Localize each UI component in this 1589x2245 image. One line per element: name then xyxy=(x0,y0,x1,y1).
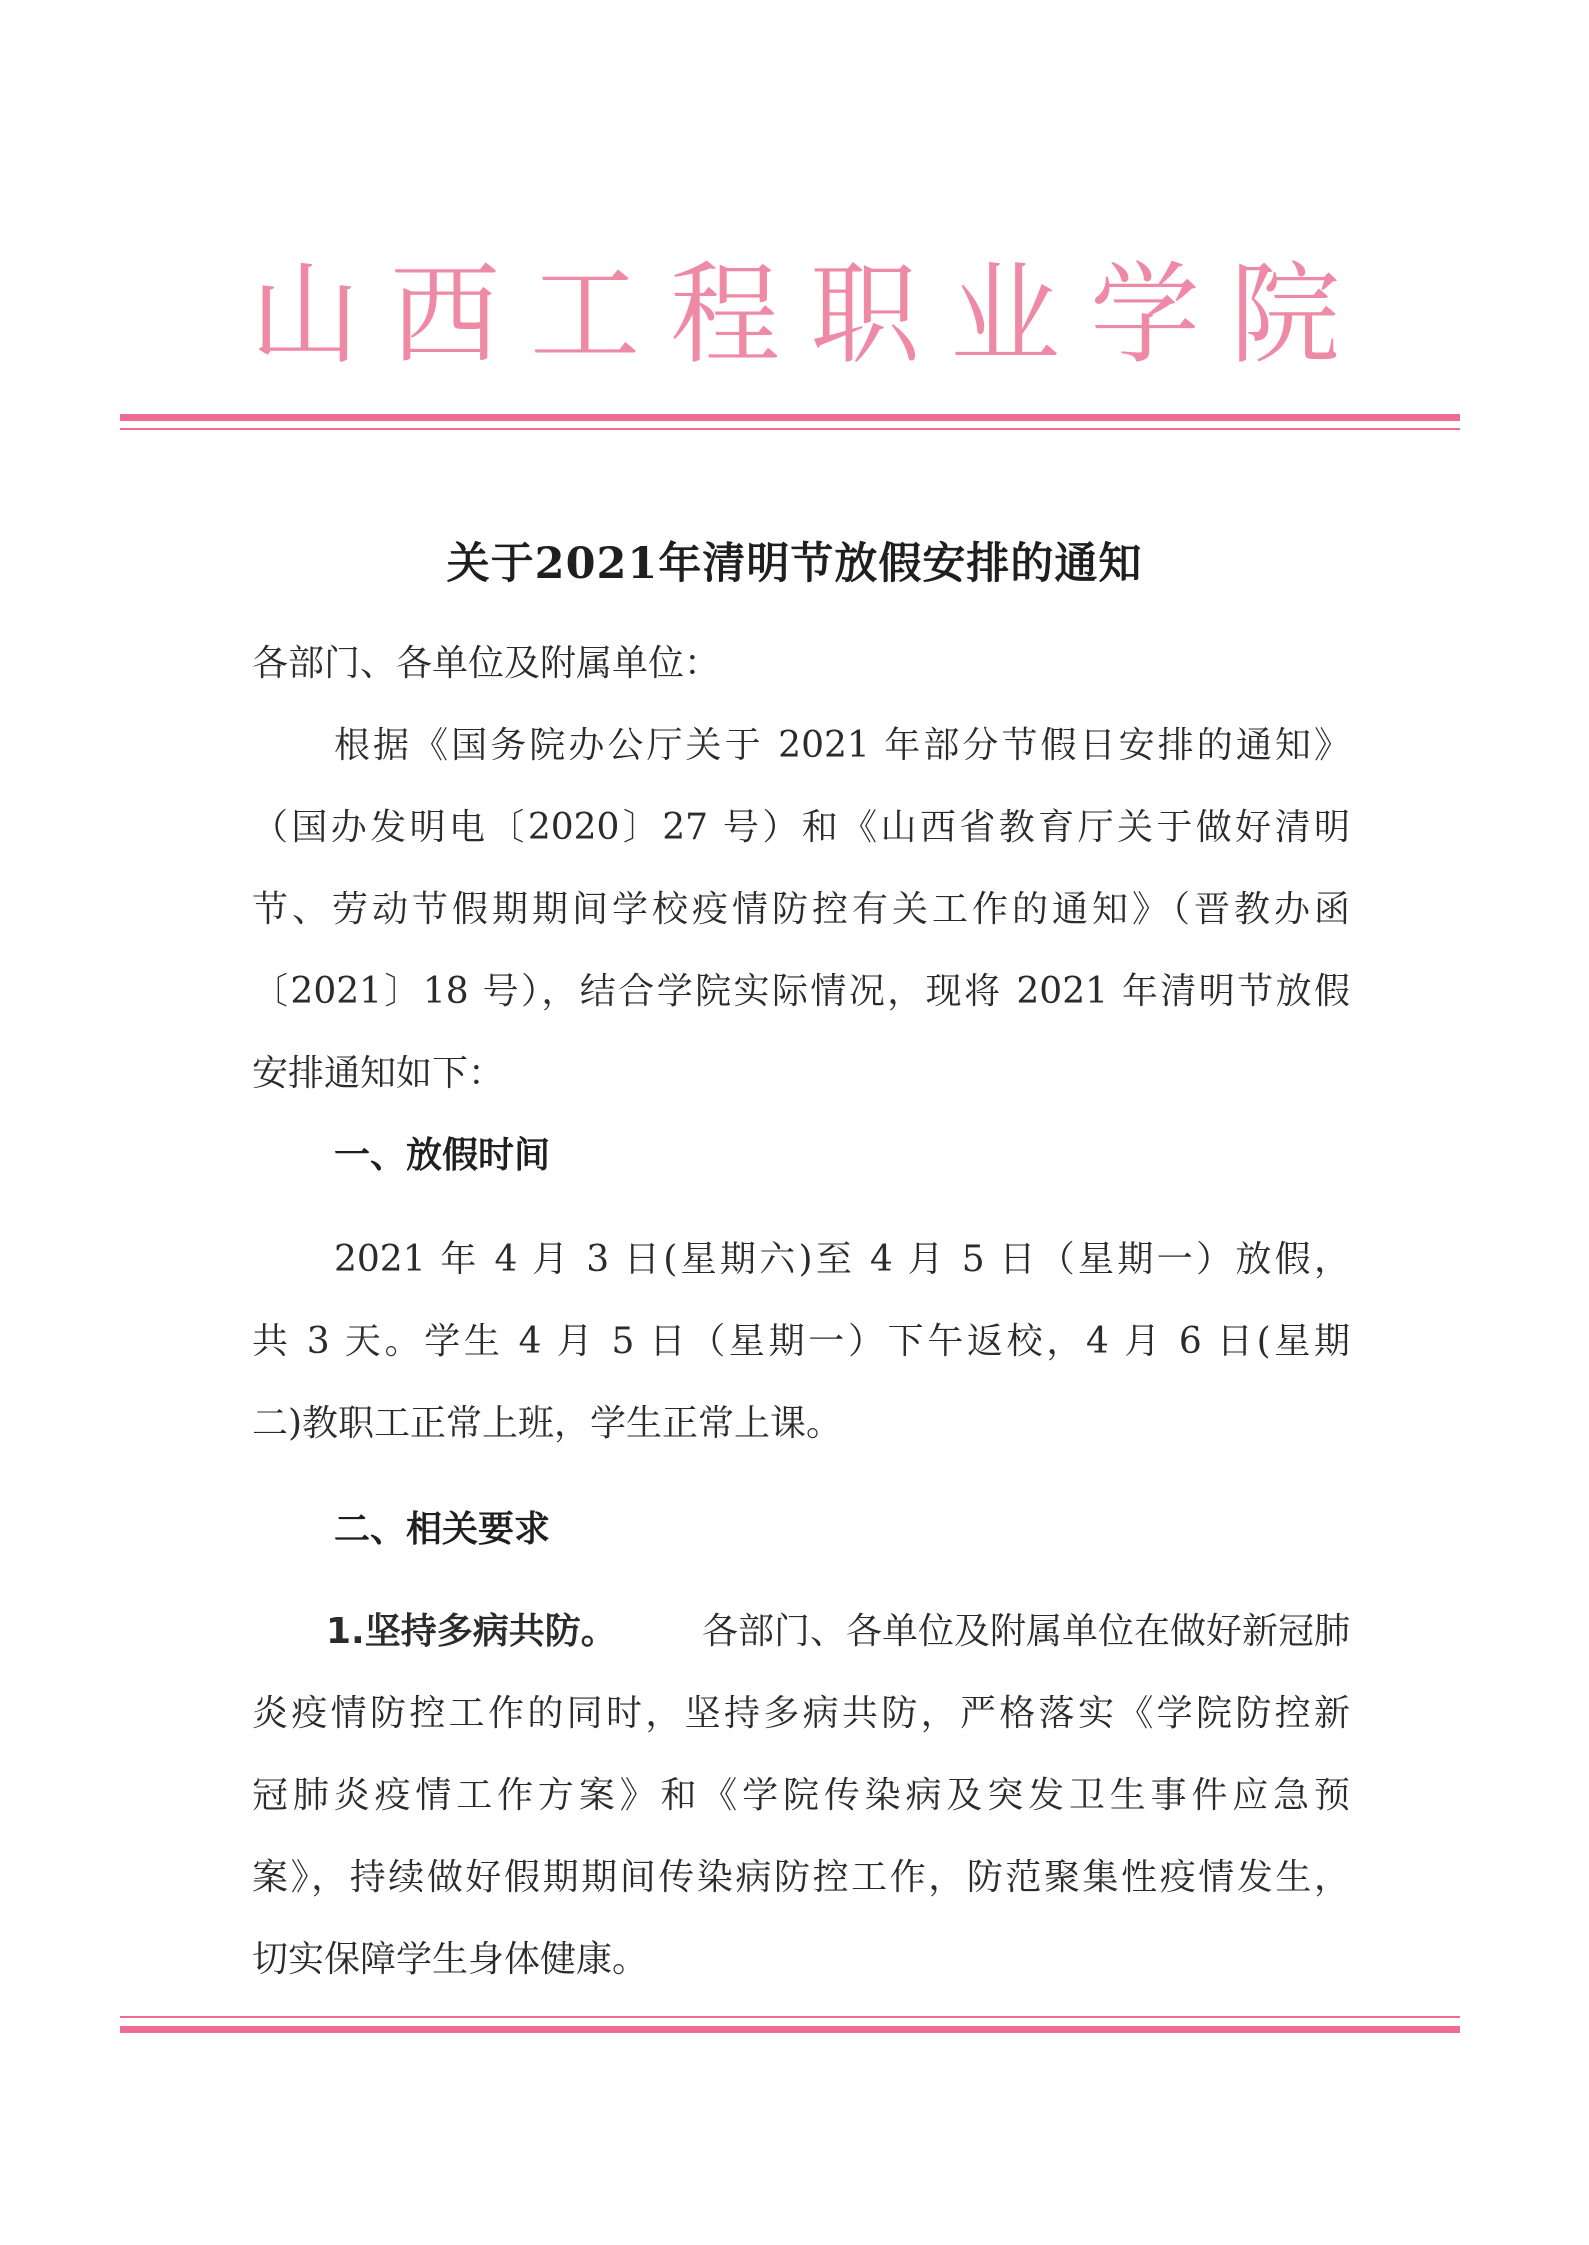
section2-line: 案》，持续做好假期期间传染病防控工作，防范聚集性疫情发生， xyxy=(252,1857,1350,1898)
masthead-char: 职 xyxy=(810,251,920,379)
header-rule-thin xyxy=(120,428,1460,430)
masthead-char: 院 xyxy=(1230,251,1340,379)
salutation: 各部门、各单位及附属单位： xyxy=(252,643,721,684)
item-lead: 1.坚持多病共防。 xyxy=(326,1611,617,1652)
section1-line: 共 3 天。学生 4 月 5 日（星期一）下午返校，4 月 6 日(星期 xyxy=(252,1321,1350,1362)
section2-line: 炎疫情防控工作的同时，坚持多病共防，严格落实《学院防控新 xyxy=(252,1693,1350,1734)
masthead-char: 工 xyxy=(530,251,640,379)
document-title: 关于2021年清明节放假安排的通知 xyxy=(446,539,1143,589)
intro-line: 根据《国务院办公厅关于 2021 年部分节假日安排的通知》 xyxy=(334,725,1350,766)
section-heading: 一、放假时间 xyxy=(334,1135,551,1176)
section-heading: 二、相关要求 xyxy=(334,1509,551,1550)
intro-line: 安排通知如下： xyxy=(252,1053,505,1094)
footer-rule-thin xyxy=(120,2016,1460,2018)
masthead-char: 业 xyxy=(950,251,1060,379)
masthead xyxy=(250,240,1340,390)
footer-rule-thick xyxy=(120,2026,1460,2033)
section2-line: 切实保障学生身体健康。 xyxy=(252,1939,649,1980)
masthead-char: 西 xyxy=(390,251,500,379)
intro-line: （国办发明电〔2020〕27 号）和《山西省教育厅关于做好清明 xyxy=(252,807,1350,848)
section1-line: 二)教职工正常上班，学生正常上课。 xyxy=(252,1403,843,1444)
section2-line: 冠肺炎疫情工作方案》和《学院传染病及突发卫生事件应急预 xyxy=(252,1775,1350,1816)
section1-line: 2021 年 4 月 3 日(星期六)至 4 月 5 日（星期一）放假， xyxy=(334,1239,1350,1280)
intro-line: 节、劳动节假期期间学校疫情防控有关工作的通知》（晋教办函 xyxy=(252,889,1350,930)
item-text: 各部门、各单位及附属单位在做好新冠肺 xyxy=(701,1611,1350,1652)
header-rule-thick xyxy=(120,414,1460,421)
intro-line: 〔2021〕18 号），结合学院实际情况，现将 2021 年清明节放假 xyxy=(252,971,1350,1012)
section2-item1-first-line xyxy=(326,1611,1350,1652)
masthead-char: 程 xyxy=(670,251,780,379)
masthead-char: 山 xyxy=(250,251,360,379)
masthead-char: 学 xyxy=(1090,251,1200,379)
